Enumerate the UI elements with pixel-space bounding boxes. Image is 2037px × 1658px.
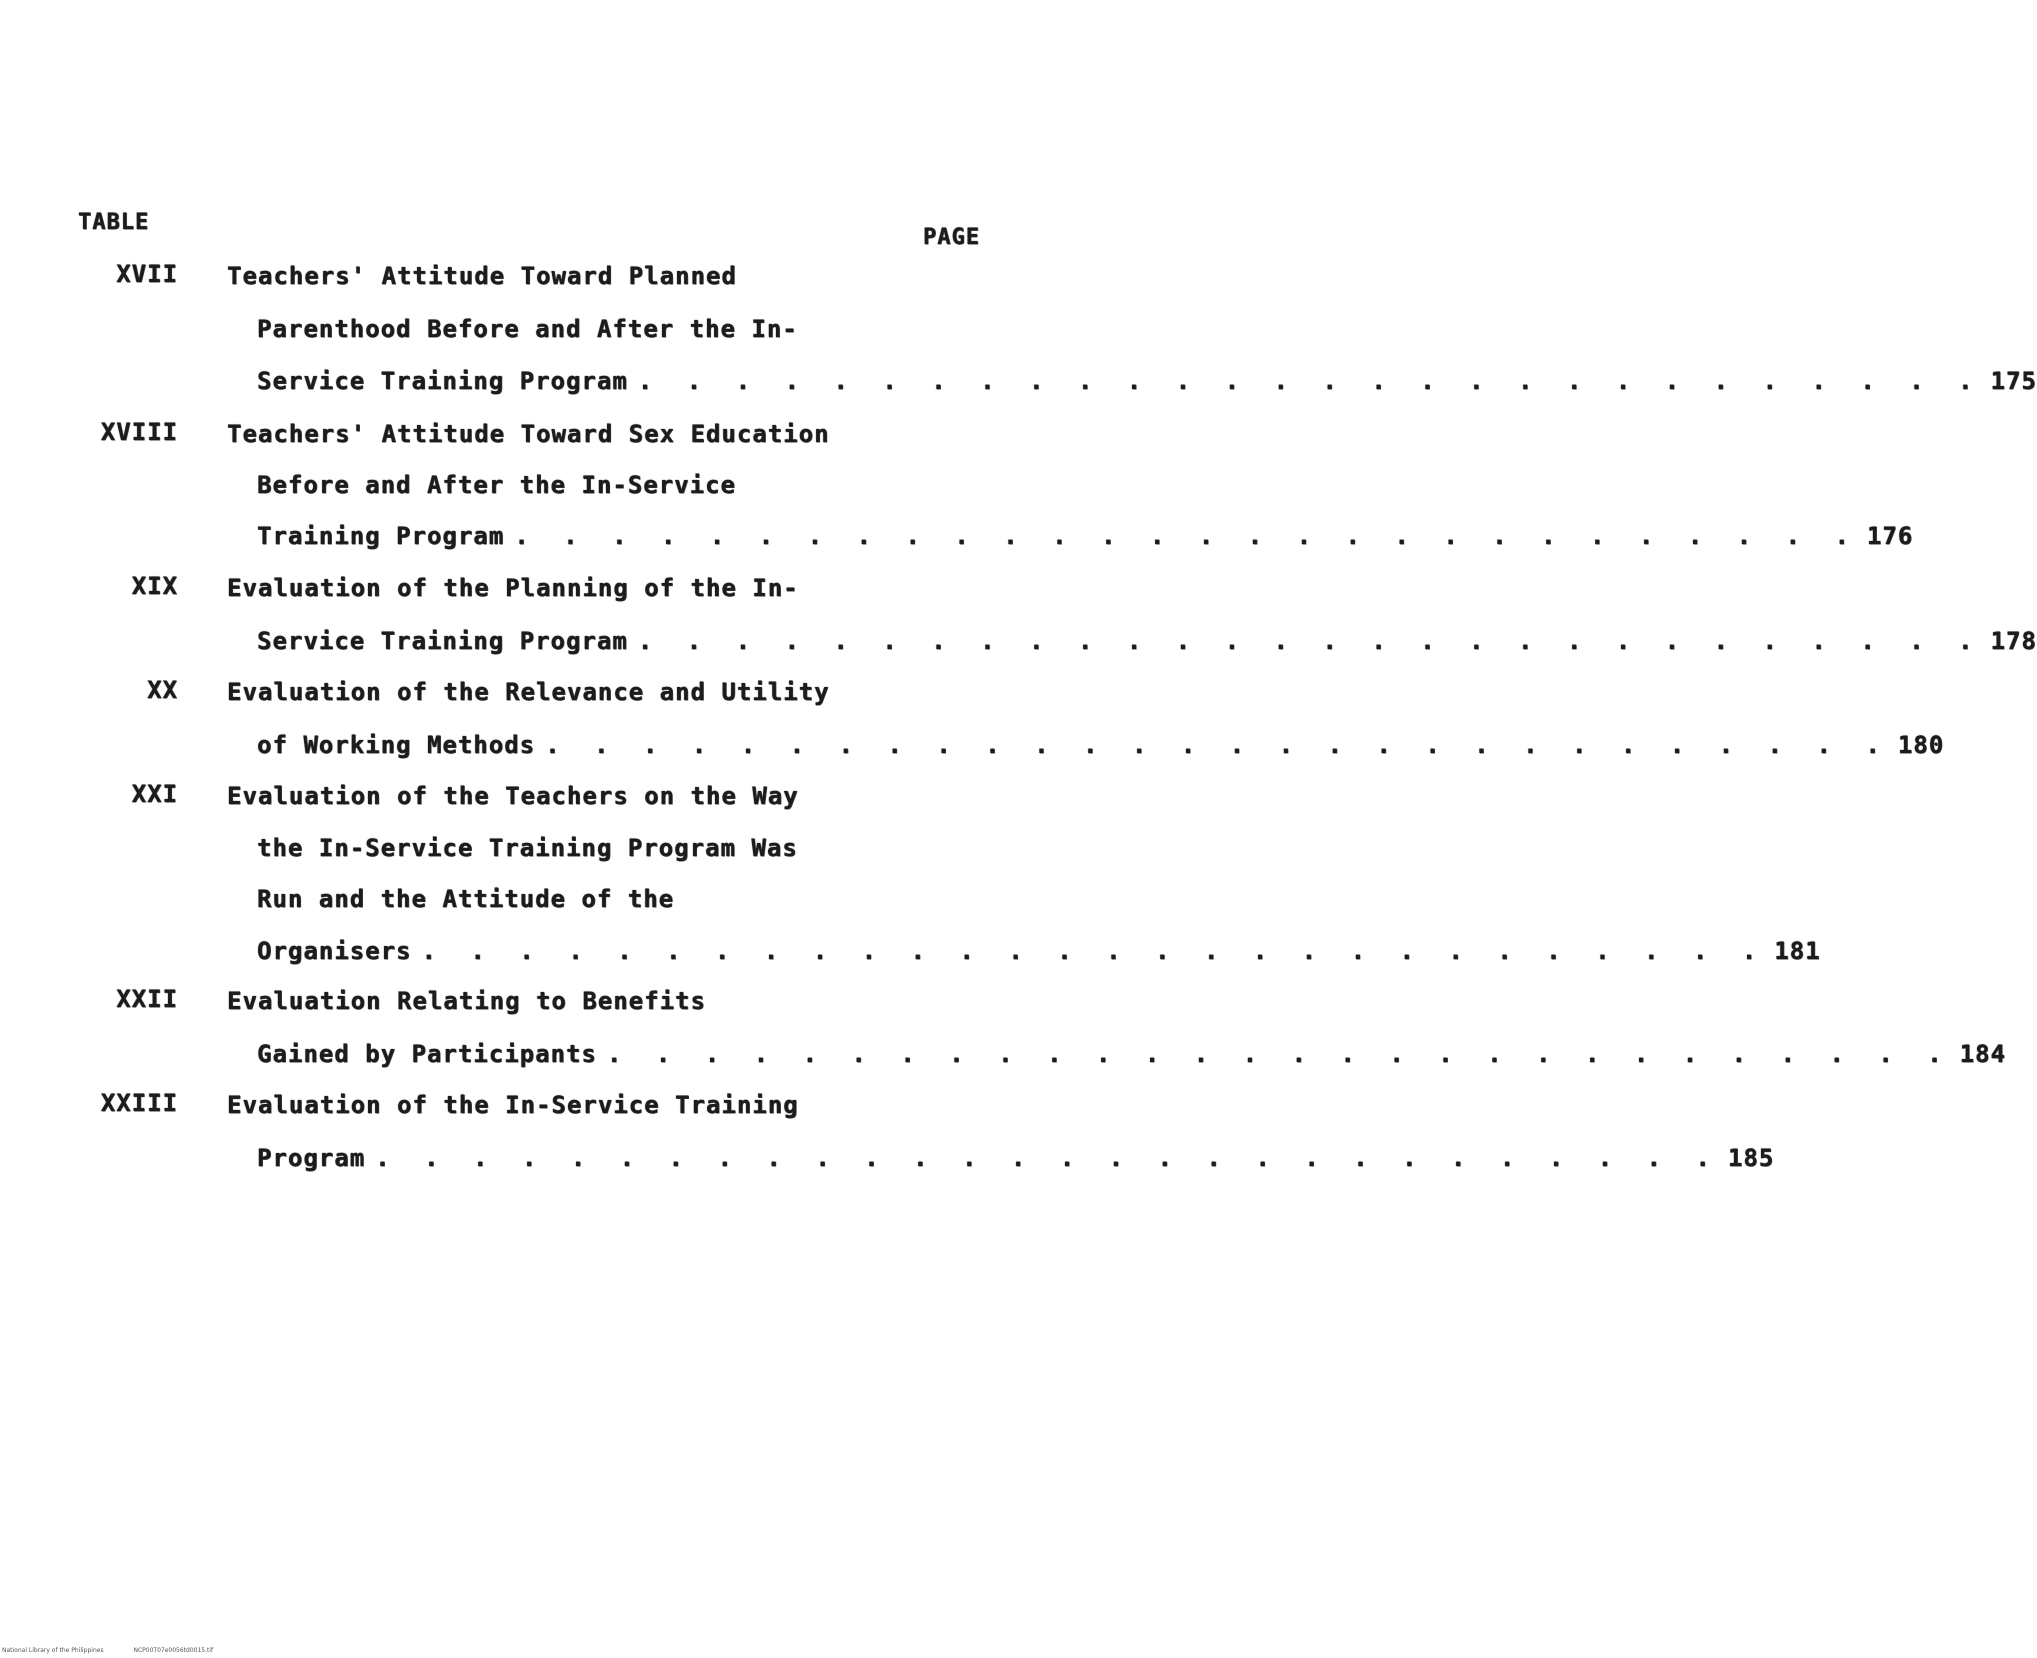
entry-title-line: Teachers' Attitude Toward Sex Education xyxy=(227,420,830,448)
table-column-header: TABLE xyxy=(78,210,150,235)
page-number: 176 xyxy=(1866,522,1914,550)
dot-leader: . . . . . . . . . . . . . . . . . . . . . . . . . . . . xyxy=(637,367,1983,395)
dot-leader: . . . . . . . . . . . . . . . . . . . . . . . . . . . . xyxy=(545,731,1890,759)
page-number: 180 xyxy=(1897,731,1945,759)
entry-title-line: Evaluation of the Planning of the In- xyxy=(227,574,799,602)
table-number: XXII xyxy=(116,985,178,1013)
page-number: 184 xyxy=(1959,1040,2006,1068)
entry-last-line xyxy=(257,367,2037,395)
entry-title-line: Before and After the In-Service xyxy=(257,471,736,499)
dot-leader: . . . . . . . . . . . . . . . . . . . . . . . . . . . . xyxy=(606,1040,1952,1068)
table-number: XXIII xyxy=(100,1089,178,1117)
dot-leader: . . . . . . . . . . . . . . . . . . . . . . . . . . . . xyxy=(637,627,1983,655)
entry-title-line: Evaluation of the Teachers on the Way xyxy=(227,782,799,810)
table-number: XX xyxy=(147,676,178,704)
table-number: XIX xyxy=(131,572,178,600)
entry-title-line: Training Program xyxy=(257,522,505,550)
page-number: 181 xyxy=(1774,937,1821,965)
entry-last-line xyxy=(257,1040,2006,1068)
entry-title-line: Service Training Program xyxy=(257,627,628,655)
dot-leader: . . . . . . . . . . . . . . . . . . . . . . . . . . . . xyxy=(421,937,1767,965)
entry-title-line: Parenthood Before and After the In- xyxy=(257,315,798,343)
entry-title-line: Service Training Program xyxy=(257,367,628,395)
entry-title-line: Teachers' Attitude Toward Planned xyxy=(227,262,737,290)
entry-title-line: Run and the Attitude of the xyxy=(257,885,675,913)
dot-leader: . . . . . . . . . . . . . . . . . . . . . . . . . . . . xyxy=(514,522,1859,550)
entry-title-line: of Working Methods xyxy=(257,731,536,759)
entry-title-line: Evaluation Relating to Benefits xyxy=(227,987,706,1015)
file-id: NCP00T07e0056td0015.tif xyxy=(133,1647,214,1654)
entry-last-line xyxy=(257,937,1821,965)
entry-title-line: Organisers xyxy=(257,937,412,965)
page-number: 185 xyxy=(1727,1144,1775,1172)
table-number: XXI xyxy=(131,780,178,808)
scan-footer xyxy=(2,1647,241,1654)
entry-last-line xyxy=(257,1144,1775,1172)
entry-title-line: the In-Service Training Program Was xyxy=(257,834,798,862)
page-column-header: PAGE xyxy=(923,225,980,250)
entry-last-line xyxy=(257,522,1914,550)
dot-leader: . . . . . . . . . . . . . . . . . . . . . . . . . . . . xyxy=(375,1144,1720,1172)
entry-title-line: Evaluation of the Relevance and Utility xyxy=(227,678,830,706)
table-number: XVII xyxy=(116,260,178,288)
entry-last-line xyxy=(257,731,1945,759)
entry-last-line xyxy=(257,627,2037,655)
entry-title-line: Gained by Participants xyxy=(257,1040,597,1068)
entry-title-line: Program xyxy=(257,1144,366,1172)
page-number: 175 xyxy=(1990,367,2037,395)
page-number: 178 xyxy=(1990,627,2037,655)
library-credit: National Library of the Philippines xyxy=(2,1647,104,1654)
entry-title-line: Evaluation of the In-Service Training xyxy=(227,1091,799,1119)
table-number: XVIII xyxy=(100,418,178,446)
